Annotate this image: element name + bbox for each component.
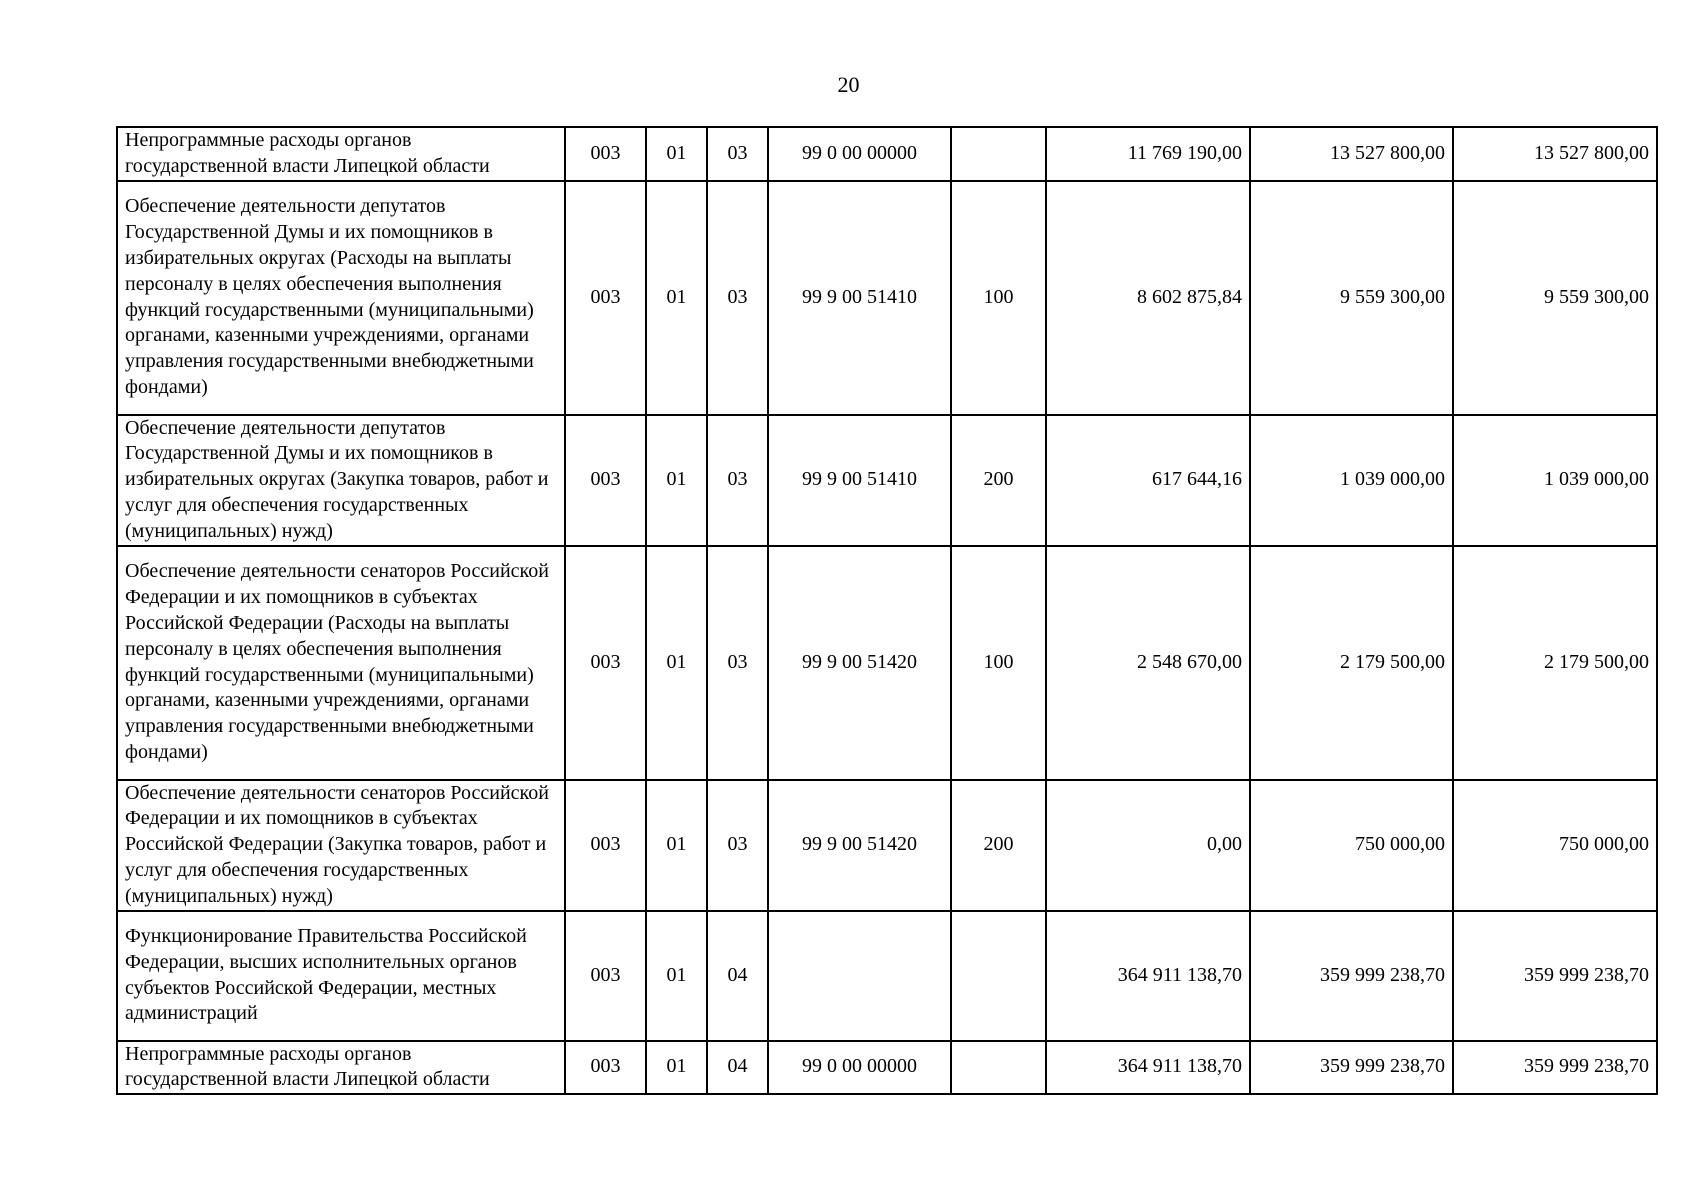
sum-year1-cell: 364 911 138,70 (1046, 911, 1250, 1041)
table-row (117, 127, 1657, 181)
row-name-cell: Обеспечение деятельности сенаторов Российской Федерации и их помощников в субъектах Российской Федерации (Расходы на выплаты персоналу в целях обеспечения выполнения функций государственными (муниципальными) органами, казенными учреждениями, органами управления государственными внебюджетными фондами) (117, 546, 565, 780)
glava-cell: 003 (565, 181, 646, 415)
glava-cell: 003 (565, 911, 646, 1041)
sum-year2-cell: 13 527 800,00 (1250, 127, 1453, 181)
sum-year3-cell: 2 179 500,00 (1453, 546, 1657, 780)
sum-year1-cell: 364 911 138,70 (1046, 1041, 1250, 1095)
row-name-cell: Непрограммные расходы органов государственной власти Липецкой области (117, 127, 565, 181)
sum-year3-cell: 13 527 800,00 (1453, 127, 1657, 181)
row-name-cell: Функционирование Правительства Российской Федерации, высших исполнительных органов субъектов Российской Федерации, местных администраций (117, 911, 565, 1041)
table-row (117, 1041, 1657, 1095)
row-name-cell: Непрограммные расходы органов государственной власти Липецкой области (117, 1041, 565, 1095)
sum-year3-cell: 359 999 238,70 (1453, 911, 1657, 1041)
target-article-cell: 99 9 00 51420 (768, 546, 951, 780)
target-article-cell (768, 911, 951, 1041)
podrazdel-cell: 03 (707, 181, 768, 415)
sum-year3-cell: 1 039 000,00 (1453, 415, 1657, 546)
sum-year1-cell: 617 644,16 (1046, 415, 1250, 546)
budget-table (116, 126, 1658, 1095)
sum-year1-cell: 11 769 190,00 (1046, 127, 1250, 181)
podrazdel-cell: 03 (707, 127, 768, 181)
target-article-cell: 99 0 00 00000 (768, 1041, 951, 1095)
sum-year2-cell: 359 999 238,70 (1250, 911, 1453, 1041)
podrazdel-cell: 03 (707, 415, 768, 546)
target-article-cell: 99 9 00 51420 (768, 780, 951, 911)
row-name-cell: Обеспечение деятельности сенаторов Российской Федерации и их помощников в субъектах Российской Федерации (Закупка товаров, работ и услуг для обеспечения государственных (муниципальных) нужд) (117, 780, 565, 911)
table-row (117, 415, 1657, 546)
glava-cell: 003 (565, 780, 646, 911)
sum-year1-cell: 2 548 670,00 (1046, 546, 1250, 780)
sum-year1-cell: 8 602 875,84 (1046, 181, 1250, 415)
razdel-cell: 01 (646, 546, 707, 780)
glava-cell: 003 (565, 127, 646, 181)
table-row (117, 181, 1657, 415)
sum-year2-cell: 359 999 238,70 (1250, 1041, 1453, 1095)
razdel-cell: 01 (646, 415, 707, 546)
razdel-cell: 01 (646, 780, 707, 911)
sum-year2-cell: 750 000,00 (1250, 780, 1453, 911)
glava-cell: 003 (565, 1041, 646, 1095)
podrazdel-cell: 03 (707, 546, 768, 780)
target-article-cell: 99 9 00 51410 (768, 181, 951, 415)
target-article-cell: 99 9 00 51410 (768, 415, 951, 546)
sum-year3-cell: 9 559 300,00 (1453, 181, 1657, 415)
expense-type-cell: 200 (951, 780, 1046, 911)
row-name-cell: Обеспечение деятельности депутатов Государственной Думы и их помощников в избирательных округах (Закупка товаров, работ и услуг для обеспечения государственных (муниципальных) нужд) (117, 415, 565, 546)
glava-cell: 003 (565, 415, 646, 546)
razdel-cell: 01 (646, 1041, 707, 1095)
page-number: 20 (837, 72, 860, 97)
glava-cell: 003 (565, 546, 646, 780)
expense-type-cell: 100 (951, 546, 1046, 780)
razdel-cell: 01 (646, 127, 707, 181)
razdel-cell: 01 (646, 181, 707, 415)
table-row (117, 780, 1657, 911)
sum-year2-cell: 2 179 500,00 (1250, 546, 1453, 780)
sum-year2-cell: 9 559 300,00 (1250, 181, 1453, 415)
podrazdel-cell: 04 (707, 911, 768, 1041)
expense-type-cell: 200 (951, 415, 1046, 546)
sum-year3-cell: 750 000,00 (1453, 780, 1657, 911)
table-row (117, 911, 1657, 1041)
expense-type-cell: 100 (951, 181, 1046, 415)
razdel-cell: 01 (646, 911, 707, 1041)
sum-year3-cell: 359 999 238,70 (1453, 1041, 1657, 1095)
expense-type-cell (951, 1041, 1046, 1095)
expense-type-cell (951, 127, 1046, 181)
sum-year2-cell: 1 039 000,00 (1250, 415, 1453, 546)
podrazdel-cell: 03 (707, 780, 768, 911)
row-name-cell: Обеспечение деятельности депутатов Государственной Думы и их помощников в избирательных округах (Расходы на выплаты персоналу в целях обеспечения выполнения функций государственными (муниципальными) органами, казенными учреждениями, органами управления государственными внебюджетными фондами) (117, 181, 565, 415)
sum-year1-cell: 0,00 (1046, 780, 1250, 911)
table-row (117, 546, 1657, 780)
target-article-cell: 99 0 00 00000 (768, 127, 951, 181)
expense-type-cell (951, 911, 1046, 1041)
podrazdel-cell: 04 (707, 1041, 768, 1095)
